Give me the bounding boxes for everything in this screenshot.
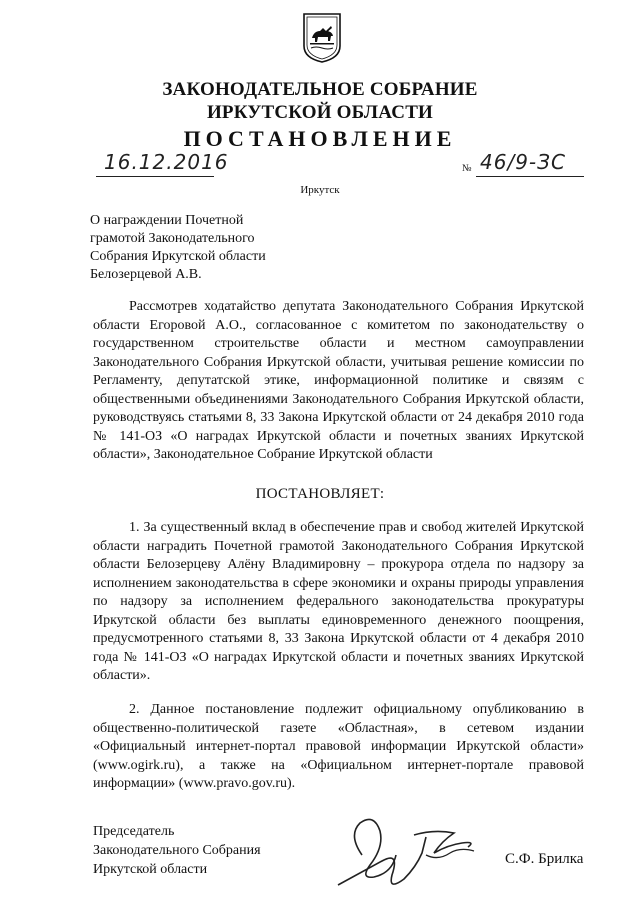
- handwritten-signature: [330, 795, 490, 905]
- signatory-title-line: Председатель: [93, 824, 175, 839]
- subject-line: Собрания Иркутской области: [90, 249, 266, 264]
- organization-name-line1: ЗАКОНОДАТЕЛЬНОЕ СОБРАНИЕ: [162, 79, 478, 100]
- preamble-paragraph: Рассмотрев ходатайство депутата Законодательного Собрания Иркутской области Егоровой А.О., согласованное с комитетом по законодательству о государственном строительстве области и местном самоуправлении Законодательного Собрания Иркутской области, учитывая решение комиссии по Регламенту, депутатской этике, информационной политике и связям с общественными объединениями Законодательного Собрания Иркутской области, руководствуясь статьями 8, 33 Закона Иркутской области от 24 декабря 2010 года № 141-ОЗ «О наградах Иркутской области и почетных званиях Иркутской области», Законодательное Собрание Иркутской области: [93, 299, 584, 462]
- signatory-title-line: Законодательного Собрания: [93, 843, 261, 858]
- document-subject: [90, 212, 280, 284]
- subject-line: О награждении Почетной: [90, 213, 244, 228]
- irkutsk-coat-of-arms-icon: [302, 12, 342, 64]
- document-number: 46/9-ЗС: [480, 150, 566, 174]
- number-underline: [476, 176, 584, 177]
- organization-name-line2: ИРКУТСКОЙ ОБЛАСТИ: [206, 102, 434, 123]
- subject-line: Белозерцевой А.В.: [90, 267, 202, 282]
- document-date: 16.12.2016: [104, 150, 229, 174]
- document-type-title: ПОСТАНОВЛЕНИЕ: [183, 126, 457, 151]
- signatory-title: [93, 822, 261, 879]
- decision-item-2: 2. Данное постановление подлежит официальному опубликованию в общественно-политической газете «Областная», в сетевом издании «Официальный интернет-портал правовой информации Иркутской области» (www.ogirk.ru), а также на «Официальном интернет-портале правовой информации» (www.pravo.gov.ru).: [93, 702, 584, 791]
- signatory-title-line: Иркутской области: [93, 862, 208, 877]
- subject-line: грамотой Законодательного: [90, 231, 255, 246]
- number-sign: №: [462, 163, 472, 174]
- decree-heading: ПОСТАНОВЛЯЕТ:: [255, 486, 385, 502]
- date-underline: [96, 176, 214, 177]
- decision-item-1: 1. За существенный вклад в обеспечение прав и свобод жителей Иркутской области наградить Почетной грамотой Законодательного Собрания Иркутской области Белозерцеву Алёну Владимировну – прокурора отдела по надзору за исполнением законодательства в сфере экономики и охраны природы управления по надзору за исполнением федерального законодательства прокуратуры Иркутской области без выплаты единовременного денежного поощрения, предусмотренного статьями 8, 33 Закона Иркутской области от 4 декабря 2010 года № 141-ОЗ «О наградах Иркутской области и почетных званиях Иркутской области».: [93, 520, 584, 683]
- city-label: Иркутск: [300, 184, 340, 196]
- signatory-name: С.Ф. Брилка: [505, 851, 584, 867]
